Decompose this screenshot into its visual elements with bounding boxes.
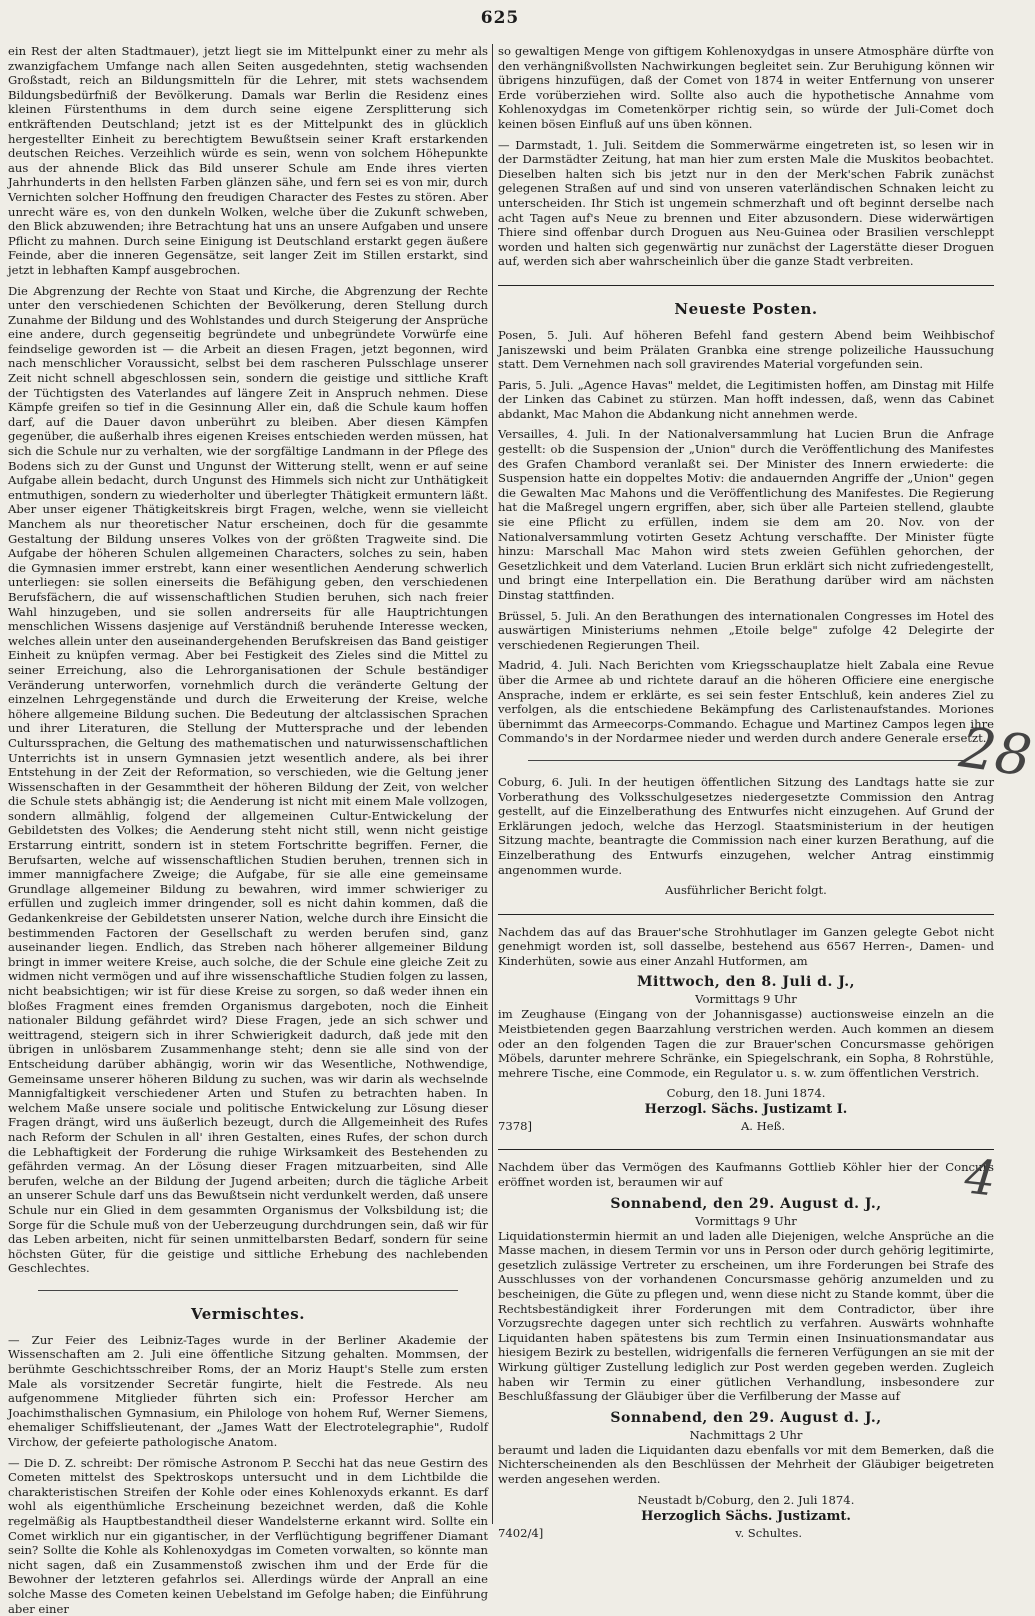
notice-intro: Nachdem das auf das Brauer'sche Strohhutlager im Ganzen gelegte Gebot nicht genehmigt worden ist, soll dasselbe, bestehend aus 6567 Herren-, Damen- und Kinderhüten, sowie aus einer Anzahl Hutformen, am xyxy=(498,924,994,968)
news-item: Posen, 5. Juli. Auf höheren Befehl fand gestern Abend beim Weihbischof Janiszewski und beim Prälaten Granbka eine strenge polizeiliche Haussuchung statt. Dem Vernehmen nach soll gravirendes Material vorgefunden sein. xyxy=(498,327,994,372)
notice-body: im Zeughause (Eingang von der Johannisgasse) auctionsweise einzeln an die Meistbietenden gegen Baarzahlung verstrichen werden. Auch kommen an diesem oder an den folgenden Tagen die zur Brauer'schen Concursmasse gehörigen Möbels, darunter mehrere Schränke, ein Spiegelschrank, ein Sopha, 8 Rohrstühle, mehrere Tische, eine Commode, ein Regulator u. s. w. zum öffentlichen Verstrich. xyxy=(498,1007,994,1080)
notice-footer xyxy=(498,1119,994,1133)
notice-intro: Nachdem über das Vermögen des Kaufmanns Gottlieb Köhler hier der Concurs eröffnet worden ist, beraumen wir auf xyxy=(498,1160,994,1190)
notice-time-2: Nachmittags 2 Uhr xyxy=(689,1427,803,1442)
divider xyxy=(498,285,994,286)
notice-time: Vormittags 9 Uhr xyxy=(695,1213,797,1228)
handwritten-margin-note: 4 xyxy=(962,1148,999,1208)
notice-concurs xyxy=(498,1160,994,1539)
notice-code: 7378] xyxy=(498,1119,533,1134)
article-paragraph: — Darmstadt, 1. Juli. Seitdem die Sommerwärme eingetreten ist, so lesen wir in der Darmstädter Zeitung, hat man hier zum ersten Male die Muskitos beobachtet. Dieselben halten sich bis jetzt nur in den der Merk'schen Fabrik zunächst gelegenen Straßen auf und sind von unseren vaterländischen Schnaken leicht zu unterscheiden. Ihr Stich ist ungemein schmerzhaft und oft beginnt derselbe nach acht Tagen auf's Neue zu brennen und Eiter abzusondern. Diese widerwärtigen Thiere sind offenbar durch Droguen aus Neu-Guinea oder Brasilien verschleppt worden und halten sich gegenwärtig nur zunächst der Lagerstätte dieser Droguen auf, werden sich aber wahrscheinlich über die ganze Stadt verbreiten. xyxy=(498,137,994,269)
article-paragraph: Die Abgrenzung der Rechte von Staat und Kirche, die Abgrenzung der Rechte unter den verschiedenen Schichten der Bevölkerung, deren Stellung durch Zunahme der Bildung und des Wohlstandes und durch Steigerung der Ansprüche eine andere, durch gegenseitig begründete und unbegründete Vorwürfe eine feindselige geworden ist — die Arbeit an diesen Fragen, jetzt begonnen, wird nach menschlicher Voraussicht, selbst bei dem rascheren Pulsschlage unserer Zeit nicht schnell abgeschlossen sein, sondern die geistige und sittliche Kraft der Tüchtigsten des Vaterlandes auf längere Zeit in Anspruch nehmen. Diese Kämpfe greifen so tief in die Gesinnung Aller ein, daß die Schule kaum hoffen darf, auf die Dauer davon unberührt zu bleiben. Aber diesen Kämpfen gegenüber, die außerhalb ihres eigenen Kreises entschieden werden müssen, hat sich die Schule nur zu verhalten, wie der sorgfältige Landmann in der Pflege des Bodens sich zu der Gunst und Ungunst der Witterung stellt, wenn er auf seine Aufgabe allein bedacht, durch Ungunst des Himmels sich nicht zur Unthätigkeit entmuthigen, sondern zu wiederholter und überlegter Thätigkeit ermuntern läßt. Aber unser eigener Thätigkeitskreis birgt Fragen, welche, wenn sie vielleicht Manchem als nur theoretischer Natur erscheinen, doch für die gesammte Gestaltung der Bildung unseres Volkes von der größten Tragweite sind. Die Aufgabe der höheren Schulen allgemeinen Characters, solches zu sein, haben die Gymnasien immer erstrebt, kann einer wesentlichen Aenderung schwerlich unterliegen: sie sollen einerseits die Befähigung geben, den verschiedenen Berufsfächern, die auf wissenschaftlichen Studien beruhen, sich nach freier Wahl hinzugeben, und sie sollen andrerseits für alle Hauptrichtungen menschlichen Wissens dasjenige auf Verständniß beruhende Interesse wecken, welches allein unter den auseinandergehenden Berufskreisen das Band geistiger Einheit zu knüpfen vermag. Aber bei Festigkeit des Zieles sind die Mittel zu seiner Erreichung, also die Lehrorganisationen der Schule beständiger Veränderung unterworfen, vornehmlich durch die veränderte Geltung der einzelnen Lehrgegenstände und durch die Erweiterung der Kreise, welche höhere allgemeine Bildung suchen. Die Bedeutung der altclassischen Sprachen und ihrer Literaturen, die Stellung der Muttersprache und der lebenden Culturssprachen, die Geltung des mathematischen und naturwissenschaftlichen Unterrichts ist in unsern Gymnasien jetzt wesentlich andere, als bei ihrer Entstehung in der Zeit der Reformation, so verschieden, wie die Geltung jener Wissenschaften in der Gesammtheit der höheren Bildung der Zeit, von welcher die Schule stets abhängig ist; die Aenderung ist nicht mit einem Male vollzogen, sondern allmählig, folgend der allgemeinen Cultur-Entwickelung der Gebildetsten des Volkes; die Aenderung steht nicht still, wenn nicht geistige Erstarrung eintritt, sondern ist in stetem Fortschritte begriffen. Ferner, die Berufsarten, welche auf wissenschaftlichen Studien beruhen, trennen sich in immer mannigfachere Zweige; die Aufgabe, für sie alle eine gemeinsame Grundlage allgemeiner Bildung zu bewahren, wird immer schwieriger zu erfüllen und zugleich immer dringender, soll es nicht dahin kommen, daß die Gedankenkreise der Gebildetsten unserer Nation, welche durch ihre Einsicht die bestimmenden Factoren der Gesellschaft zu werden berufen sind, ganz auseinander liegen. Endlich, das Streben nach höherer allgemeiner Bildung bringt in immer weitere Kreise, auch solche, die der Schule eine gleiche Zeit zu widmen nicht vermögen und auf ihre wissenschaftliche Studien folgen zu lassen, nicht beabsichtigen; wir ist für diese Kreise zu sorgen, so daß weder ihnen ein bloßes Fragment eines fremden Organismus dargeboten, noch die Einheit nationaler Bildung gefährdet wird? Diese Fragen, jede an sich schwer und weittragend, steigern sich in ihrer Schwierigkeit dadurch, daß jede mit den übrigen in unlösbarem Zusammenhange steht; denn sie alle sind von der Entscheidung darüber abhängig, worin wir das Wesentliche, Nothwendige, Gemeinsame unserer höheren Bildung zu suchen, was wir darin als wechselnde Mannigfaltigkeit verschiedener Arten und Stufen zu betrachten haben. In welchem Maße unsere sociale und politische Entwickelung zur Lösung dieser Fragen drängt, wird uns äußerlich bezeugt, durch die Allgemeinheit des Rufes nach Reform der Schulen in all' ihren Gestalten, eines Rufes, der schon durch die Lebhaftigkeit der Forderung die ruhige Wirksamkeit des Bestehenden zu gefährden vermag. An der Lösung dieser Fragen mitzuarbeiten, sind Alle berufen, welche an der Bildung der Jugend arbeiten; durch die tägliche Arbeit an unserer Schule darf uns das Bewußtsein nicht verdunkelt werden, daß unsere Schule nur ein Glied in dem gesammten Organismus der Volksbildung ist; die Sorge für die Schule muß von der Ueberzeugung durchdrungen sein, daß wir für das Leben arbeiten, nicht für seinen unmittelbarsten Bedarf, sondern für seine höchsten Güter, für die geistige und sittliche Erhebung des nachlebenden Geschlechtes. xyxy=(8,283,488,1276)
left-column xyxy=(8,44,488,1616)
notice-signer: v. Schultes. xyxy=(735,1525,803,1540)
notice-footer xyxy=(498,1526,994,1540)
notice-authority: Herzogl. Sächs. Justizamt I. xyxy=(644,1102,848,1118)
notice-signer: A. Heß. xyxy=(740,1119,786,1134)
divider xyxy=(498,1149,994,1150)
misc-paragraph: — Die D. Z. schreibt: Der römische Astronom P. Secchi hat das neue Gestirn des Cometen mittelst des Spektroskops untersucht und in dem Lichtbilde die charakteristischen Streifen der Kohle oder eines Kohlenoxyds erkannt. Es darf wohl als eigenthümliche Erscheinung bezeichnet werden, daß die Kohle regelmäßig als Hauptbestandtheil dieser Wandelsterne erkannt wird. Sollte ein Comet wirklich nur ein gigantischer, in der Verflüchtigung begriffener Diamant sein? Sollte die Kohle als Kohlenoxydgas im Cometen vorwalten, so könnte man nicht sagen, daß ein Zusammenstoß zwischen ihm und der Erde für die Bewohner der letzteren gefahrlos sei. Allerdings würde der Anprall an eine solche Masse des Cometen keinen Uebelstand im Gefolge haben; die Einführung aber einer xyxy=(8,1455,488,1616)
news-note: Ausführlicher Bericht folgt. xyxy=(665,883,827,898)
notice-body-2: beraumt und laden die Liquidanten dazu ebenfalls vor mit dem Bemerken, daß die Nichterscheinenden als den Beschlüssen der Mehrheit der Gläubiger beigetreten werden angesehen werden. xyxy=(498,1442,994,1486)
news-item: Coburg, 6. Juli. In der heutigen öffentlichen Sitzung des Landtags hatte sie zur Vorberathung des Volksschulgesetzes niedergesetzte Commission den Antrag gestellt, auf die Einzelberathung des Entwurfes nicht einzugehen. Auf Grund der Erklärungen jedoch, welche das Herzogl. Staatsministerium in der heutigen Sitzung machte, beantragte die Commission nach einer kurzen Berathung, auf die Einzelberathung des Entwurfs einzugehen, welcher Antrag einstimmig angenommen wurde. xyxy=(498,774,994,877)
right-column xyxy=(498,44,994,1540)
notice-date: Sonnabend, den 29. August d. J., xyxy=(610,1195,882,1212)
handwritten-margin-note: 28 xyxy=(955,715,1035,790)
article-paragraph: ein Rest der alten Stadtmauer), jetzt liegt sie im Mittelpunkt einer zu mehr als zwanzigfachem Umfange nach allen Seiten ausgedehnten, stetig wachsenden Großstadt, reich an Bildungsmitteln für die Lehrer, mit stets wachsendem Bildungsbedürfniß der Bevölkerung. Damals war Berlin die Residenz eines kleinen Fürstenthums in dem durch seine eigene Zersplitterung sich entkräftenden Deutschland; jetzt ist es der Mittelpunkt des in glücklich hergestellter Einheit zu berechtigtem Bewußtsein seiner Kraft erstarkenden deutschen Reiches. Verzeihlich würde es sein, wenn von solchem Höhepunkte aus der ahnende Blick das Bild unserer Schule am Ende ihres vierten Jahrhunderts in den hellsten Farben glänzen sähe, und fern sei es von mir, durch Vernichten solcher Hoffnung den freudigen Character des Festes zu stören. Aber unrecht wäre es, von den dunkeln Wolken, welche über die Zukunft schweben, den Blick abzuwenden; ihre Betrachtung hat uns an unsere Aufgaben und unsere Pflicht zu mahnen. Durch seine Einigung ist Deutschland erstarkt gegen äußere Feinde, aber die inneren Gegensätze, seit langer Zeit im Stillen erstarkt, sind jetzt in lebhaften Kampf ausgebrochen. xyxy=(8,44,488,277)
misc-paragraph: — Zur Feier des Leibniz-Tages wurde in der Berliner Akademie der Wissenschaften am 2. Juli eine öffentliche Sitzung gehalten. Mommsen, der berühmte Geschichtsschreiber Roms, der an Moriz Haupt's Stelle zum ersten Male als vorsitzender Secretär fungirte, hielt die Festrede. Als neu aufgenommene Mitglieder führten sich ein: Professor Hercher am Joachimsthalischen Gymnasium, ein Philologe von hohem Ruf, Werner Siemens, ehemaliger Schiffslieutenant, der „James Watt der Electrotelegraphie", Rudolf Virchow, der gefeierte pathologische Anatom. xyxy=(8,1332,488,1450)
article-paragraph: so gewaltigen Menge von giftigem Kohlenoxydgas in unsere Atmosphäre dürfte von den verhängnißvollsten Nachwirkungen begleitet sein. Zur Beruhigung können wir übrigens hinzufügen, daß der Comet von 1874 in weiter Entfernung von unserer Erde vorüberziehen wird. Sollte also auch die hypothetische Annahme vom Kohlenoxydgas im Cometenkörper richtig sein, so würde der Juli-Comet doch keinen bösen Einfluß auf uns üben können. xyxy=(498,44,994,131)
news-item: Paris, 5. Juli. „Agence Havas" meldet, die Legitimisten hoffen, am Dinstag mit Hilfe der Linken das Cabinet zu stürzen. Man hofft indessen, daß, wenn das Cabinet abdankt, Mac Mahon die Abdankung nicht annehmen werde. xyxy=(498,377,994,421)
notice-code: 7402/4] xyxy=(498,1525,544,1540)
divider xyxy=(498,914,994,915)
divider xyxy=(38,1290,458,1291)
news-item: Versailles, 4. Juli. In der Nationalversammlung hat Lucien Brun die Anfrage gestellt: ob die Suspension der „Union" durch die Veröffentlichung des Manifestes des Grafen Chambord veranlaßt sei. Der Minister des Innern erwiederte: die Suspension hatte ein doppeltes Motiv: die andauernden Angriffe der „Union" gegen die Gewalten Mac Mahons und die Veröffentlichung des Manifestes. Die Regierung hat die Maßregel ungern ergriffen, aber, sich über alle Parteien stellend, glaubte sie eine Pflicht zu erfüllen, indem sie dem am 20. Nov. von der Nationalversammlung votirten Gesetz Achtung verschaffte. Der Minister fügte hinzu: Marschall Mac Mahon wird stets zweien Gefühlen gehorchen, der Gesetzlichkeit und dem Vaterland. Lucien Brun erklärt sich nicht zufriedengestellt, und bringt eine Interpellation ein. Die Berathung darüber wird am nächsten Dinstag stattfinden. xyxy=(498,427,994,602)
news-item: Brüssel, 5. Juli. An den Berathungen des internationalen Congresses im Hotel des auswärtigen Ministeriums nehmen „Etoile belge" zufolge 42 Delegirte der verschiedenen Regierungen Theil. xyxy=(498,608,994,652)
notice-time: Vormittags 9 Uhr xyxy=(695,992,797,1007)
notice-authority: Herzoglich Sächs. Justizamt. xyxy=(641,1508,851,1524)
notice-place-date: Neustadt b/Coburg, den 2. Juli 1874. xyxy=(637,1492,855,1507)
page-number: 625 xyxy=(480,8,520,28)
news-item: Madrid, 4. Juli. Nach Berichten vom Kriegsschauplatze hielt Zabala eine Revue über die Armee ab und richtete darauf an die höheren Officiere eine energische Ansprache, indem er erklärte, es sei sein fester Entschluß, kein anderes Ziel zu verfolgen, als die entschiedene Bekämpfung des Carlistenaufstandes. Moriones übernimmt das Armeecorps-Commando. Echague und Martinez Campos legen ihre Commando's in der Nordarmee nieder und werden durch andere Generale ersetzt. xyxy=(498,658,994,746)
notice-auction xyxy=(498,925,994,1134)
notice-date-2: Sonnabend, den 29. August d. J., xyxy=(610,1409,882,1426)
notice-body: Liquidationstermin hiermit an und laden alle Diejenigen, welche Ansprüche an die Masse machen, in diesem Termin vor uns in Person oder durch gehörig legitimirte, gesetzlich zulässige Vertreter zu erscheinen, um ihre Forderungen bei Strafe des Ausschlusses von der vorhandenen Concursmasse gehörig anzumelden und zu bescheinigen, die Güte zu pflegen und, wenn diese nicht zu Stande kommt, über die Rechtsbeständigkeit ihrer Forderungen mit dem Contradictor, über ihre Vorzugsrechte dagegen unter sich rechtlich zu verfahren. Auswärts wohnhafte Liquidanten haben spätestens bis zum Termin einen Insinuationsmandatar aus hiesigem Bezirk zu bestellen, widrigenfalls die ferneren Verfügungen an sie mit der Wirkung gültiger Zustellung lediglich zur Post werden gegeben werden. Zugleich haben wir Termin zu einer gütlichen Verhandlung, insbesondere zur Beschlußfassung der Gläubiger über die Verfilberung der Masse auf xyxy=(498,1228,994,1404)
notice-date: Mittwoch, den 8. Juli d. J., xyxy=(637,974,855,991)
divider xyxy=(528,760,964,761)
notice-place-date: Coburg, den 18. Juni 1874. xyxy=(666,1086,826,1101)
column-divider xyxy=(492,44,493,1524)
section-heading-misc: Vermischtes. xyxy=(191,1304,305,1323)
section-heading-news: Neueste Posten. xyxy=(674,299,818,318)
